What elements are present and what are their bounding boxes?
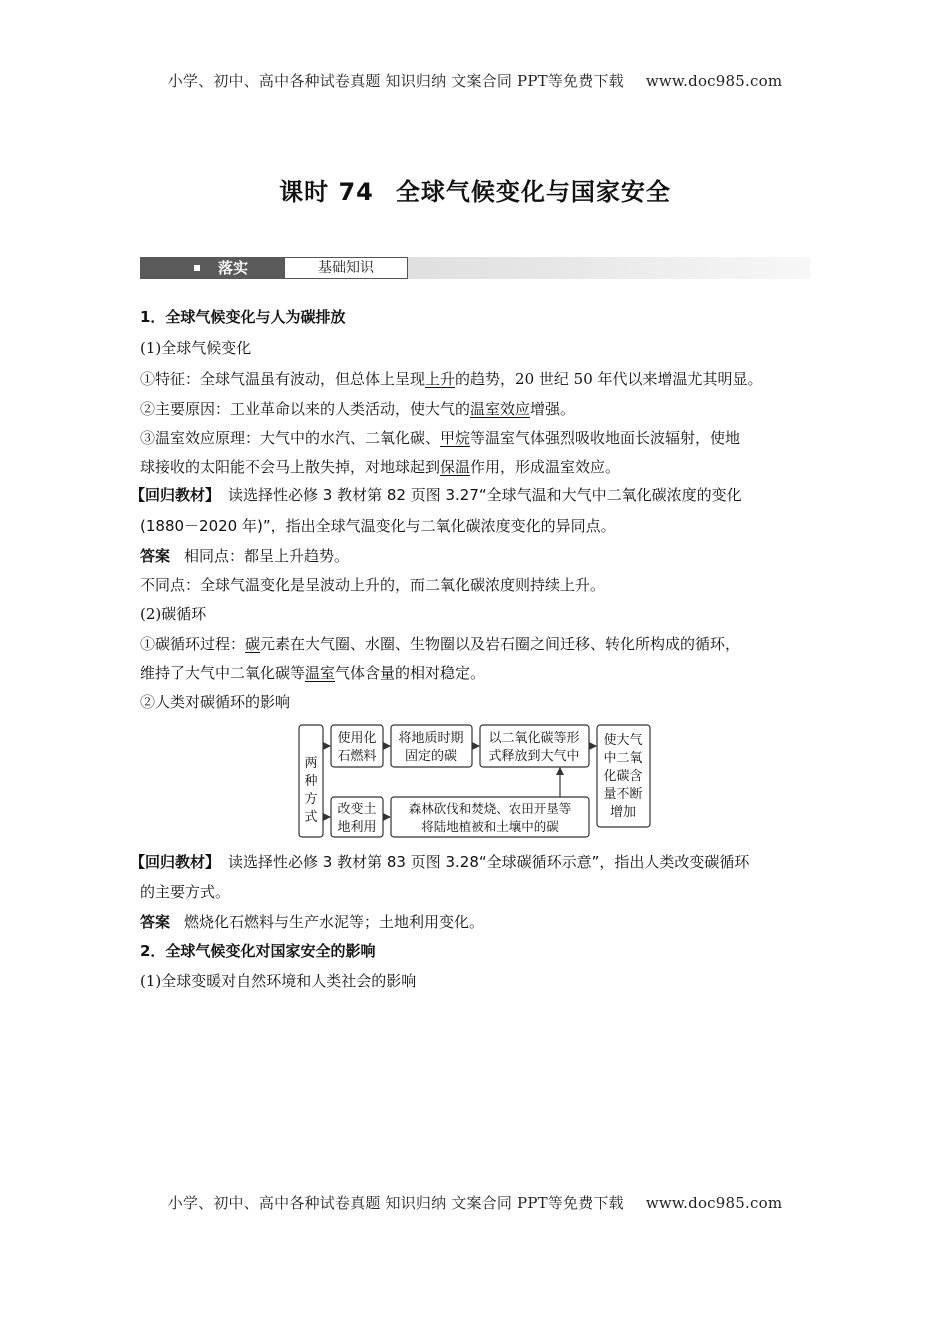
deforest-line-2: 将陆地植被和土壤中的碳	[421, 819, 559, 834]
heading-1: 1．全球气候变化与人为碳排放	[140, 308, 346, 326]
section-dark-label: 落实	[218, 259, 249, 277]
answer-1: 答案 相同点：都呈上升趋势。	[140, 547, 350, 565]
fossil-line-1: 使用化	[337, 731, 377, 746]
ways-char-1: 两	[304, 756, 318, 771]
answer-1b: 不同点：全球气温变化是呈波动上升的，而二氧化碳浓度则持续上升。	[140, 576, 606, 594]
landuse-line-1: 改变土	[337, 802, 377, 817]
para-human-impact: ②人类对碳循环的影响	[140, 693, 291, 711]
geologic-line-1: 将地质时期	[398, 731, 464, 746]
textbook-review-2: 【回归教材】 读选择性必修 3 教材第 83 页图 3.28“全球碳循环示意”，指出人类改变碳循环	[130, 853, 750, 871]
ways-char-3: 方	[304, 792, 318, 807]
para-feature: ①特征：全球气温虽有波动，但总体上呈现上升的趋势，20 世纪 50 年代以来增温尤其明显。	[140, 370, 763, 388]
subheading-2: (2)碳循环	[140, 605, 207, 623]
para-cause: ②主要原因：工业革命以来的人类活动，使大气的温室效应增强。	[140, 400, 576, 418]
landuse-line-2: 地利用	[337, 820, 377, 835]
result-line-4: 量不断	[603, 787, 643, 802]
textbook-review-1: 【回归教材】 读选择性必修 3 教材第 82 页图 3.27“全球气温和大气中二氧化碳浓度的变化	[130, 486, 742, 504]
result-line-5: 增加	[609, 805, 637, 820]
footer-text: 小学、初中、高中各种试卷真题 知识归纳 文案合同 PPT等免费下载	[167, 1194, 624, 1212]
release-line-1: 以二氧化碳等形	[488, 731, 580, 746]
deforest-line-1: 森林砍伐和焚烧、农田开垦等	[408, 801, 572, 816]
textbook-review-1b: (1880－2020 年)”，指出全球气温变化与二氧化碳浓度变化的异同点。	[140, 517, 616, 535]
lesson-number: 课时 74	[279, 178, 374, 206]
subheading-3: (1)全球变暖对自然环境和人类社会的影响	[140, 972, 417, 990]
lesson-topic: 全球气候变化与国家安全	[395, 178, 671, 206]
ways-char-4: 式	[304, 810, 318, 825]
result-line-1: 使大气	[603, 733, 643, 748]
fossil-line-2: 石燃料	[337, 749, 377, 764]
section-light-label: 基础知识	[284, 257, 408, 279]
release-line-2: 式释放到大气中	[488, 749, 580, 764]
result-line-3: 化碳含	[603, 769, 643, 784]
geologic-line-2: 固定的碳	[404, 749, 458, 764]
footer-site[interactable]: www.doc985.com	[645, 1194, 783, 1212]
para-carbon-2: 维持了大气中二氧化碳等温室气体含量的相对稳定。	[140, 664, 486, 682]
para-carbon-1: ①碳循环过程：碳元素在大气圈、水圈、生物圈以及岩石圈之间迁移、转化所构成的循环，	[140, 635, 741, 653]
para-principle-1: ③温室效应原理：大气中的水汽、二氧化碳、甲烷等温室气体强烈吸收地面长波辐射，使地	[140, 429, 741, 447]
answer-2: 答案 燃烧化石燃料与生产水泥等；土地利用变化。	[140, 913, 485, 931]
result-line-2: 中二氧	[603, 751, 643, 766]
subheading-1: (1)全球气候变化	[140, 339, 252, 357]
header-text: 小学、初中、高中各种试卷真题 知识归纳 文案合同 PPT等免费下载	[167, 72, 624, 90]
page-footer	[0, 1192, 950, 1213]
para-principle-2: 球接收的太阳能不会马上散失掉，对地球起到保温作用，形成温室效应。	[140, 458, 621, 476]
textbook-review-2b: 的主要方式。	[140, 883, 231, 901]
header-site[interactable]: www.doc985.com	[645, 72, 783, 90]
heading-2: 2．全球气候变化对国家安全的影响	[140, 942, 376, 960]
ways-char-2: 种	[304, 774, 318, 789]
